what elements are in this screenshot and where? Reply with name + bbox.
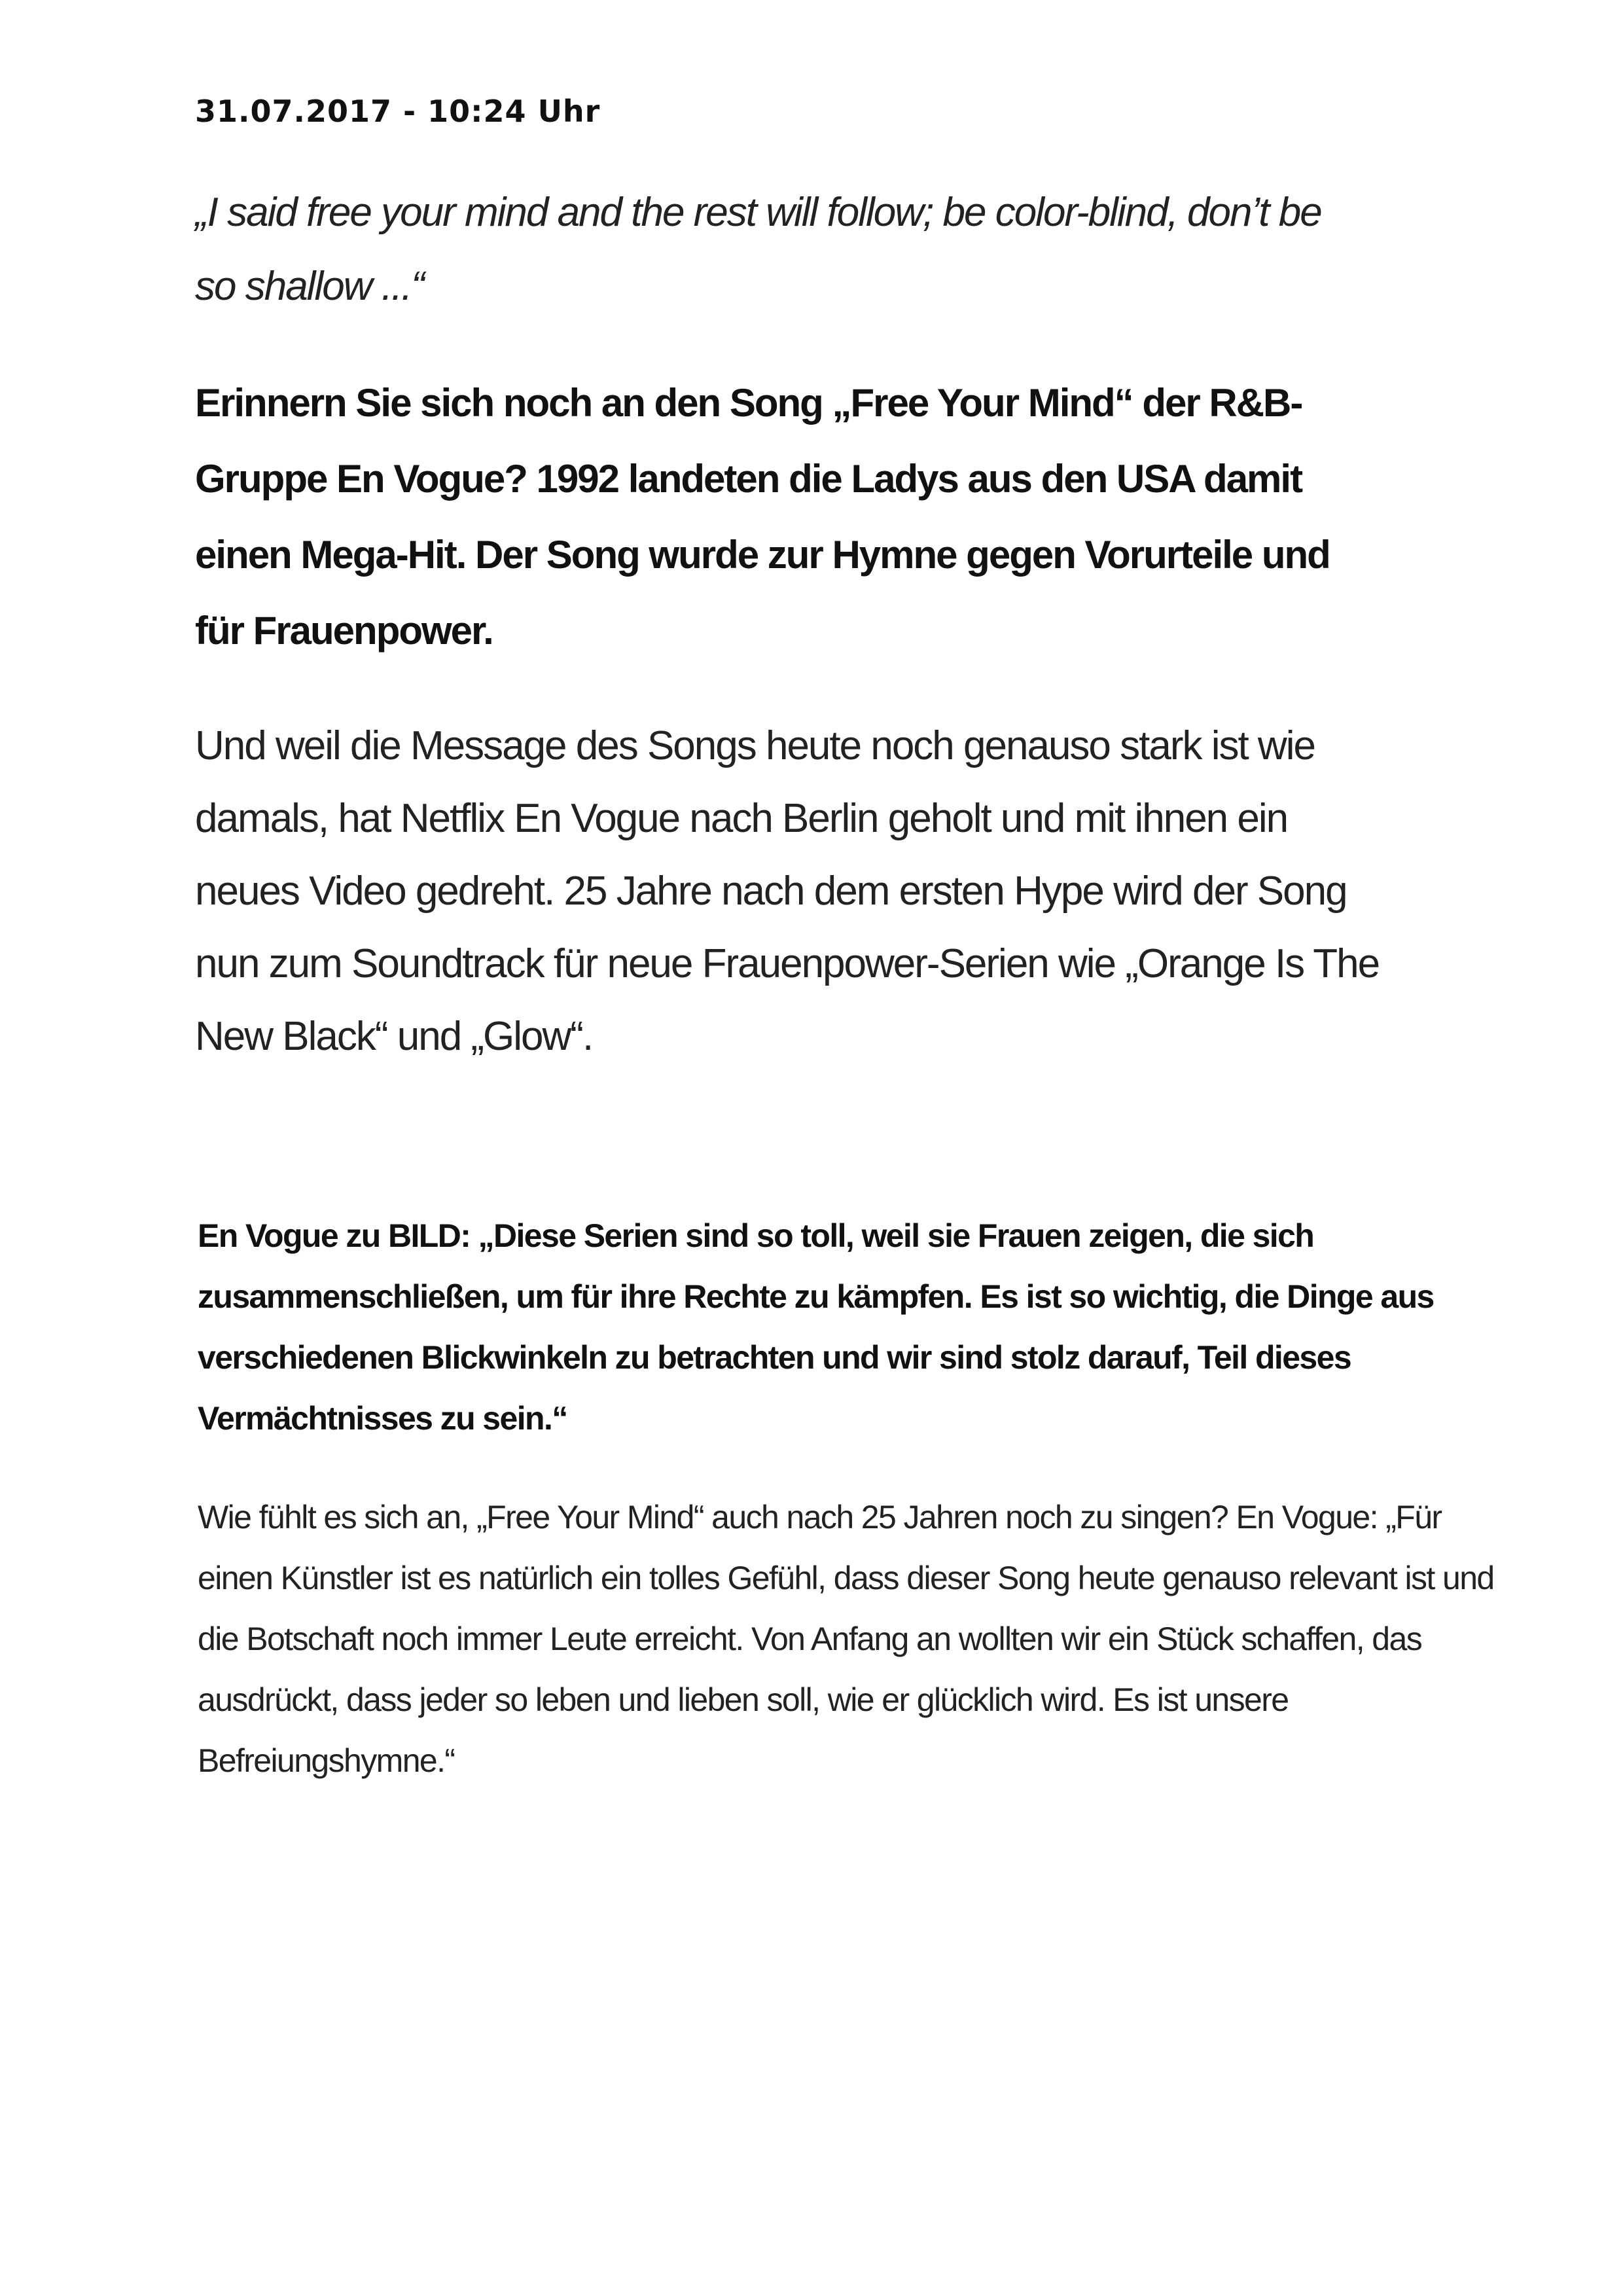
interview-answer-line: die Botschaft noch immer Leute erreicht. Von Anfang an wollten wir ein Stück schaffen, das <box>198 1621 1422 1657</box>
article-body-line: neues Video gedreht. 25 Jahre nach dem ersten Hype wird der Song <box>195 869 1347 914</box>
article-lead-line: Gruppe En Vogue? 1992 landeten die Ladys aus den USA damit <box>195 457 1302 501</box>
interview-quote-line: En Vogue zu BILD: „Diese Serien sind so toll, weil sie Frauen zeigen, die sich <box>198 1217 1314 1254</box>
interview-quote-line: zusammenschließen, um für ihre Rechte zu kämpfen. Es ist so wichtig, die Dinge aus <box>198 1278 1434 1315</box>
song-quote-line: so shallow ...“ <box>195 264 424 309</box>
interview-quote-line: verschiedenen Blickwinkeln zu betrachten und wir sind stolz darauf, Teil dieses <box>198 1339 1351 1376</box>
interview-answer-line: einen Künstler ist es natürlich ein tolles Gefühl, dass dieser Song heute genauso relevant ist und <box>198 1560 1494 1596</box>
article-body-paragraph <box>195 709 1438 1073</box>
article-body-line: damals, hat Netflix En Vogue nach Berlin geholt und mit ihnen ein <box>195 796 1288 841</box>
interview-answer-line: Wie fühlt es sich an, „Free Your Mind“ auch nach 25 Jahren noch zu singen? En Vogue: „Für <box>198 1499 1442 1535</box>
article-lead <box>195 365 1438 669</box>
article-lead-line: für Frauenpower. <box>195 609 493 653</box>
song-quote <box>195 175 1425 323</box>
song-quote-line: „I said free your mind and the rest will follow; be color-blind, don’t be <box>195 190 1321 235</box>
interview-quote-line: Vermächtnisses zu sein.“ <box>198 1400 567 1437</box>
article-lead-line: einen Mega-Hit. Der Song wurde zur Hymne gegen Vorurteile und <box>195 533 1330 577</box>
interview-quote <box>198 1206 1461 1449</box>
article-body-line: New Black“ und „Glow“. <box>195 1014 593 1059</box>
article-body-line: Und weil die Message des Songs heute noch genauso stark ist wie <box>195 723 1315 768</box>
article-dateline: 31.07.2017 - 10:24 Uhr <box>195 94 601 129</box>
interview-answer-line: ausdrückt, dass jeder so leben und lieben soll, wie er glücklich wird. Es ist unsere <box>198 1681 1289 1718</box>
article-body-line: nun zum Soundtrack für neue Frauenpower-Serien wie „Orange Is The <box>195 941 1380 986</box>
interview-answer-line: Befreiungshymne.“ <box>198 1742 455 1779</box>
interview-answer <box>198 1487 1585 1791</box>
article-lead-line: Erinnern Sie sich noch an den Song „Free Your Mind“ der R&B- <box>195 381 1302 425</box>
